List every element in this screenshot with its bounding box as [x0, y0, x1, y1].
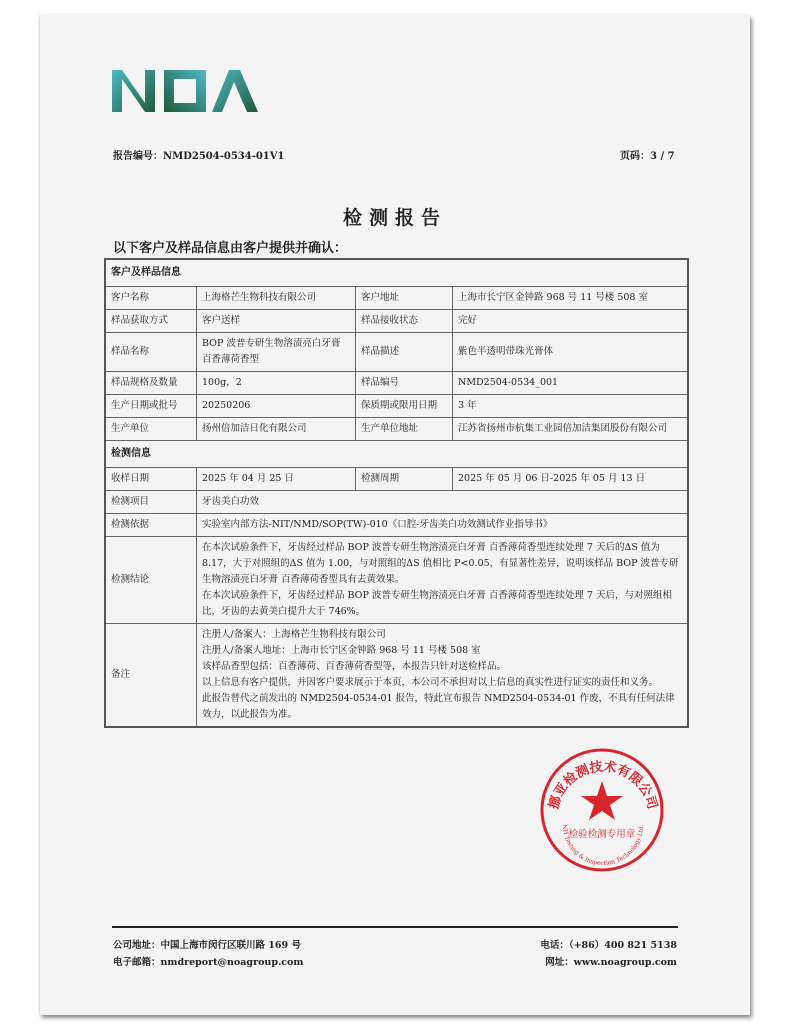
- remark-cell: [197, 624, 689, 728]
- table-row: [105, 287, 688, 310]
- label-cell: 样品获取方式: [105, 310, 197, 333]
- label-cell: 样品规格及数量: [105, 372, 197, 395]
- table-row: [105, 418, 688, 441]
- label-cell: 检测结论: [105, 537, 197, 624]
- value-cell: BOP 波普专研生物溶渍亮白牙膏 百香薄荷香型: [197, 333, 356, 372]
- value-cell: 2025 年 04 月 25 日: [197, 468, 356, 491]
- page-title: 检测报告: [342, 207, 447, 229]
- table-row: [105, 514, 688, 537]
- company-phone: 电话：（+86）400 821 5138: [540, 940, 677, 951]
- table-row: [105, 624, 688, 728]
- value-cell: 上海格芒生物科技有限公司: [197, 287, 356, 310]
- label-cell: 生产单位地址: [356, 418, 453, 441]
- label-cell: 备注: [105, 624, 197, 728]
- table-row: [105, 537, 688, 624]
- star-icon: [581, 781, 623, 820]
- report-number: 报告编号：NMD2504-0534-01V1: [113, 151, 285, 162]
- value-cell: 紫色半透明带珠光膏体: [453, 333, 689, 372]
- label-cell: 生产日期或批号: [105, 395, 197, 418]
- intro-text: 以下客户及样品信息由客户提供并确认：: [113, 241, 348, 256]
- footer-divider: [112, 926, 678, 928]
- conclusion-cell: [197, 537, 689, 624]
- remark-line: 注册人/备案人：上海格芒生物科技有限公司: [202, 629, 386, 640]
- page-number: 页码：3 / 7: [620, 151, 675, 162]
- label-cell: 生产单位: [105, 418, 197, 441]
- value-cell: 2025 年 05 月 06 日-2025 年 05 月 13 日: [453, 468, 689, 491]
- table-row: [105, 491, 688, 514]
- value-cell: 客户送样: [197, 310, 356, 333]
- svg-text:NH Testing & Inspection Techno: NH Testing & Inspection Technology Ltd.: [560, 824, 646, 868]
- section-header: 客户及样品信息: [105, 259, 688, 287]
- report-table: [104, 258, 689, 728]
- remark-line: 该样品香型包括：百香薄荷、百香薄荷香型等，本报告只针对送检样品。: [202, 661, 507, 672]
- section-header: 检测信息: [105, 441, 688, 468]
- table-row: [105, 395, 688, 418]
- value-cell: 完好: [453, 310, 689, 333]
- conclusion-line: 在本次试验条件下，牙齿经过样品 BOP 波普专研生物溶渍亮白牙膏 百香薄荷香型连续处理 7 天后的ΔS 值为 8.17，大于对照组的ΔS 值为 1.00，与对照组的ΔS 值相比 P<0.05，有显著性差异，说明该样品 BOP 波普专研生物溶渍亮白牙膏 百香薄荷香型具有去黄效果。: [202, 542, 679, 585]
- company-address: 公司地址：中国上海市闵行区联川路 169 号: [113, 940, 301, 951]
- value-cell: 3 年: [453, 395, 689, 418]
- value-cell: 牙齿美白功效: [197, 491, 689, 514]
- label-cell: 样品编号: [356, 372, 453, 395]
- official-seal: [537, 745, 667, 875]
- table-row: [105, 372, 688, 395]
- value-cell: 20250206: [197, 395, 356, 418]
- value-cell: 100g，2: [197, 372, 356, 395]
- remark-line: 以上信息有客户提供，并因客户要求展示于本页，本公司不承担对以上信息的真实性进行证实的责任和义务。: [202, 677, 659, 688]
- label-cell: 检测项目: [105, 491, 197, 514]
- label-cell: 样品描述: [356, 333, 453, 372]
- label-cell: 样品名称: [105, 333, 197, 372]
- value-cell: NMD2504-0534_001: [453, 372, 689, 395]
- value-cell: 江苏省扬州市杭集工业园倍加洁集团股份有限公司: [453, 418, 689, 441]
- label-cell: 客户地址: [356, 287, 453, 310]
- table-row: [105, 468, 688, 491]
- table-row: [105, 333, 688, 372]
- svg-text:检验检测专用章: 检验检测专用章: [568, 829, 636, 840]
- label-cell: 客户名称: [105, 287, 197, 310]
- conclusion-line: 在本次试验条件下，牙齿经过样品 BOP 波普专研生物溶渍亮白牙膏 百香薄荷香型连续处理 7 天后，与对照组相比，牙齿的去黄美白提升大于 746%。: [202, 590, 672, 617]
- company-website[interactable]: 网址：www.noagroup.com: [545, 957, 677, 968]
- svg-text:挪亚检测技术有限公司: 挪亚检测技术有限公司: [546, 759, 660, 812]
- value-cell: 实验室内部方法-NIT/NMD/SOP(TW)-010《口腔-牙齿美白功效测试作业指导书》: [197, 514, 689, 537]
- label-cell: 检测依据: [105, 514, 197, 537]
- label-cell: 样品接收状态: [356, 310, 453, 333]
- value-cell: 上海市长宁区金钟路 968 号 11 号楼 508 室: [453, 287, 689, 310]
- company-email[interactable]: 电子邮箱：nmdreport@noagroup.com: [113, 957, 304, 968]
- label-cell: 检测周期: [356, 468, 453, 491]
- label-cell: 收样日期: [105, 468, 197, 491]
- remark-line: 此报告替代之前发出的 NMD2504-0534-01 报告，特此宣布报告 NMD2504-0534-01 作废，不具有任何法律效力，以此报告为准。: [202, 693, 675, 720]
- table-row: [105, 310, 688, 333]
- noa-logo: [112, 68, 272, 114]
- remark-line: 注册人/备案人地址：上海市长宁区金钟路 968 号 11 号楼 508 室: [202, 645, 481, 656]
- label-cell: 保质期或限用日期: [356, 395, 453, 418]
- value-cell: 扬州倍加洁日化有限公司: [197, 418, 356, 441]
